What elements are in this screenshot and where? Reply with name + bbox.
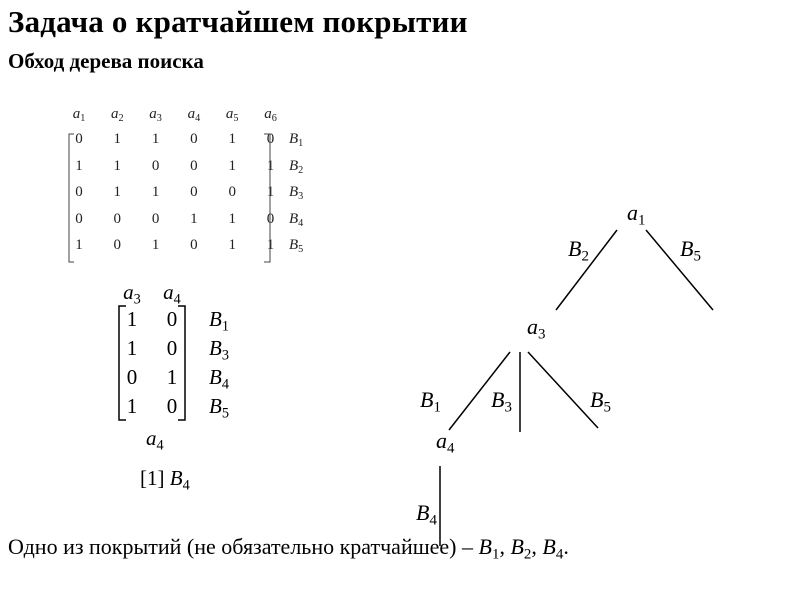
matrix1-row-symbol-base: B <box>289 184 299 200</box>
matrix2-header-symbol-sub: 3 <box>133 291 141 308</box>
matrix1-cell: 0 <box>190 157 198 174</box>
matrix2-row-symbol-sub: 3 <box>221 347 229 364</box>
matrix1-cell: 0 <box>266 210 275 227</box>
matrix2-header-symbol-sub: 4 <box>173 291 181 308</box>
t-e-b4-symbol <box>416 500 437 529</box>
conclusion-set-symbol-sub: 1 <box>491 546 500 563</box>
matrix2-below-symbol-base: a <box>146 426 157 450</box>
matrix1-header-symbol-sub: 6 <box>271 113 277 125</box>
matrix1-row-symbol-sub: 1 <box>298 138 304 150</box>
matrix2-row-symbol-sub: 5 <box>221 405 229 422</box>
matrix1-cell: 0 <box>190 131 198 147</box>
matrix1-header-symbol-base: a <box>264 106 272 122</box>
conclusion-text <box>8 534 569 563</box>
matrix2-cell: 1 <box>126 336 138 360</box>
t-e-b5-symbol <box>590 387 611 416</box>
matrix1-header-symbol-sub: 5 <box>233 113 239 125</box>
page-title: Задача о кратчайшем покрытии <box>8 4 468 39</box>
matrix1-cell: 1 <box>113 131 122 147</box>
matrix1-cell: 1 <box>266 237 275 253</box>
matrix1-row-symbol-base: B <box>289 237 299 253</box>
matrix1-cell: 1 <box>228 210 236 227</box>
edge-a3-right <box>528 352 598 428</box>
t-a4-symbol-sub: 4 <box>447 440 455 457</box>
matrix2-cell: 0 <box>166 336 178 360</box>
matrix2-row-symbol-base: B <box>209 365 222 389</box>
conclusion-set-symbol <box>510 534 532 563</box>
matrix1-cell: 1 <box>190 210 198 227</box>
matrix1-cell: 1 <box>228 131 236 147</box>
matrix2-result-prefix: [1] <box>140 466 170 490</box>
conclusion-set-symbol-base: B <box>510 534 524 559</box>
matrix1-row-symbol-base: B <box>289 210 299 227</box>
conclusion-separator: , <box>499 534 511 559</box>
t-e-right-symbol-base: B <box>680 236 694 261</box>
t-e-left-symbol-sub: 2 <box>581 248 589 265</box>
t-e-right-symbol <box>680 236 701 265</box>
matrix1-cell: 1 <box>228 237 236 253</box>
matrix1-cell: 0 <box>151 210 160 227</box>
matrix2-header-symbol-base: a <box>123 280 134 304</box>
matrix1-cell: 0 <box>266 131 275 147</box>
conclusion-sets <box>478 534 564 563</box>
tree-node-a4 <box>436 428 455 457</box>
t-root-symbol <box>627 200 646 229</box>
matrix2-result-symbol-base: B <box>169 466 183 490</box>
t-a3-symbol <box>527 314 546 343</box>
matrix1-header-symbol-sub: 3 <box>156 113 162 125</box>
t-e-b1-symbol <box>420 387 441 416</box>
page-subtitle: Обход дерева поиска <box>8 49 204 73</box>
conclusion-set-symbol <box>478 534 500 563</box>
matrix1-row-symbol-sub: 2 <box>298 164 304 176</box>
matrix2-row-symbol-base: B <box>209 336 222 360</box>
matrix1-cell: 0 <box>190 237 198 253</box>
matrix2-left-bracket <box>119 306 126 420</box>
conclusion-separator: , <box>531 534 543 559</box>
tree-edge-label-b3 <box>491 387 512 416</box>
matrix1-cell: 1 <box>151 237 160 253</box>
matrix2-cell: 0 <box>126 365 138 389</box>
matrix1-row-symbol-base: B <box>289 131 299 147</box>
matrix1-row-symbol-sub: 5 <box>298 244 304 256</box>
matrix1-header-symbol-base: a <box>149 106 157 122</box>
tree-node-a3 <box>527 314 546 343</box>
matrix2-cell: 0 <box>166 307 178 331</box>
t-a3-symbol-sub: 3 <box>538 326 546 343</box>
t-e-b1-symbol-sub: 1 <box>433 399 441 416</box>
matrix1-cell: 1 <box>266 157 275 174</box>
matrix1-cell: 1 <box>151 184 160 200</box>
matrix2-header-symbol-base: a <box>163 280 174 304</box>
conclusion-set-symbol-base: B <box>542 534 556 559</box>
matrix2-brackets <box>119 306 185 420</box>
matrix1-header-symbol-base: a <box>111 106 119 122</box>
matrix1-brackets <box>69 134 270 262</box>
t-root-symbol-base: a <box>627 200 638 225</box>
conclusion-set-symbol-sub: 4 <box>555 546 564 563</box>
matrix2-result-symbol-sub: 4 <box>182 477 190 494</box>
t-e-b5-symbol-sub: 5 <box>603 399 611 416</box>
matrix1-cell: 1 <box>266 184 275 200</box>
t-e-left-symbol-base: B <box>568 236 582 261</box>
t-a4-symbol-base: a <box>436 428 447 453</box>
matrix1-cell: 0 <box>228 184 236 200</box>
matrix2-cell: 1 <box>126 394 138 418</box>
matrix1-header-symbol-sub: 2 <box>118 113 124 125</box>
matrix2-row-symbol-base: B <box>209 394 222 418</box>
matrix1-cell: 1 <box>151 131 160 147</box>
matrix2-cell: 0 <box>166 394 178 418</box>
matrix1-cell: 1 <box>113 184 122 200</box>
tree-edge-label-b5-a3 <box>590 387 611 416</box>
matrix2-below-symbol-sub: 4 <box>156 437 164 454</box>
matrix2-right-bracket <box>178 306 185 420</box>
matrix1-cell: 0 <box>151 157 160 174</box>
conclusion-set-symbol-sub: 2 <box>523 546 532 563</box>
matrix1-right-bracket <box>264 134 270 262</box>
matrix1-cell: 0 <box>113 237 122 253</box>
matrix1-header-symbol-base: a <box>72 106 81 122</box>
t-a4-symbol <box>436 428 455 457</box>
t-e-b4-symbol-sub: 4 <box>429 512 437 529</box>
t-e-b3-symbol-sub: 3 <box>504 399 512 416</box>
tree-edge-label-b2 <box>568 236 589 265</box>
matrix1-cell: 0 <box>75 184 83 200</box>
matrix1-cell: 1 <box>113 157 122 174</box>
matrix1-cell: 0 <box>190 184 198 200</box>
tree-edges <box>440 230 713 546</box>
matrix1-cell: 0 <box>75 210 83 227</box>
matrix1-header-symbol-base: a <box>225 106 234 122</box>
tree-edge-label-b4 <box>416 500 437 529</box>
tree-node-a1 <box>627 200 646 229</box>
matrix1-cell: 0 <box>75 131 83 147</box>
matrix1-row-symbol-sub: 3 <box>298 191 304 203</box>
matrix1-left-bracket <box>69 134 74 262</box>
conclusion-set-symbol <box>542 534 564 563</box>
matrix2-row-symbol-base: B <box>209 307 222 331</box>
matrix2-row-symbol-sub: 4 <box>221 376 229 393</box>
matrix1-cell: 1 <box>75 237 83 253</box>
matrix1-row-symbol-base: B <box>289 157 299 174</box>
conclusion-prefix: Одно из покрытий (не обязательно кратчайшее) – <box>8 534 479 559</box>
tree-edge-label-b5-root <box>680 236 701 265</box>
t-e-b1-symbol-base: B <box>420 387 434 412</box>
t-root-symbol-sub: 1 <box>638 212 646 229</box>
matrix1-cell: 1 <box>75 157 83 174</box>
matrix1-header-symbol-sub: 4 <box>195 113 201 125</box>
matrix1-cell: 1 <box>228 157 236 174</box>
t-e-left-symbol <box>568 236 589 265</box>
matrix1-header-symbol-sub: 1 <box>80 113 86 125</box>
matrix1-row-symbol-sub: 4 <box>298 217 304 229</box>
t-e-b3-symbol-base: B <box>491 387 505 412</box>
matrix1-cell: 0 <box>113 210 122 227</box>
conclusion-set-symbol-base: B <box>478 534 492 559</box>
t-e-right-symbol-sub: 5 <box>693 248 701 265</box>
matrix2-row-symbol-sub: 1 <box>221 318 229 335</box>
t-e-b5-symbol-base: B <box>590 387 604 412</box>
conclusion-end: . <box>563 534 569 559</box>
t-e-b3-symbol <box>491 387 512 416</box>
matrix2-cell: 1 <box>126 307 138 331</box>
tree-edge-label-b1 <box>420 387 441 416</box>
t-e-b4-symbol-base: B <box>416 500 430 525</box>
matrix1-header-symbol-base: a <box>187 106 196 122</box>
matrix2-cell: 1 <box>166 365 178 389</box>
t-a3-symbol-base: a <box>527 314 538 339</box>
